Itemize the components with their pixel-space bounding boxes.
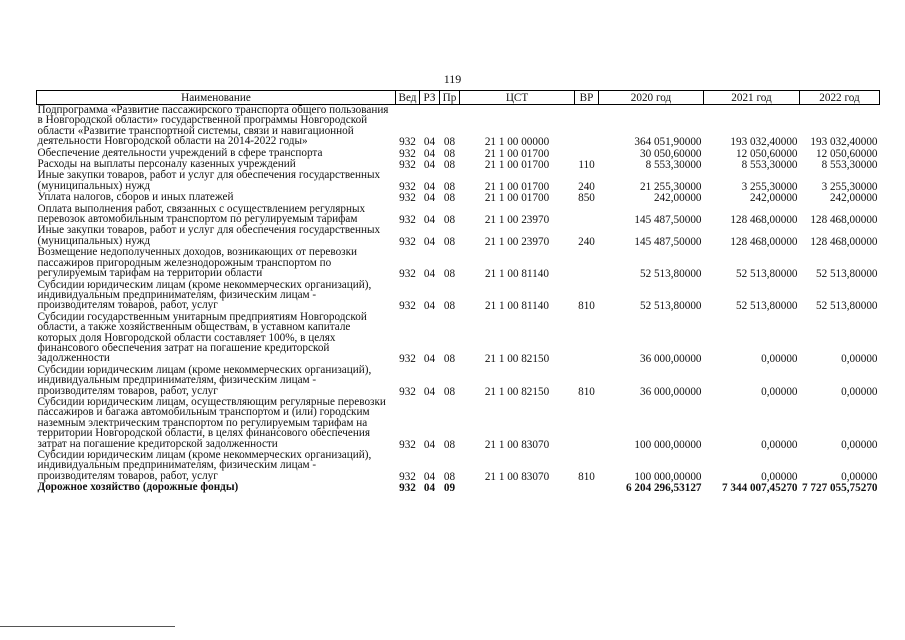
cell-vr (575, 312, 599, 365)
cell-ved: 932 (399, 353, 416, 366)
cell-cst: 21 1 00 82150 (484, 353, 550, 366)
cell-rz: 04 (423, 147, 436, 160)
cell-cst: 21 1 00 81140 (485, 300, 549, 313)
cell-rz: 04 (423, 482, 436, 495)
cell-cst: 21 1 00 82150 (484, 385, 550, 398)
cell-2022: 0,00000 (841, 470, 878, 483)
table-header-row (37, 91, 880, 105)
cell-vr (575, 482, 599, 493)
footer-rule (0, 626, 175, 627)
cell-vr (575, 148, 599, 159)
cell-2020: 36 000,00000 (639, 353, 702, 366)
table-row (37, 247, 880, 279)
cell-rz: 04 (423, 470, 436, 483)
cell-2020: 145 487,50000 (634, 235, 702, 248)
header-name: Наименование (37, 91, 396, 105)
cell-name: Возмещение недополученных доходов, возникающих от перевозки пассажиров пригородным железнодорожным транспортом по регулируемым тарифам на территории области (37, 246, 358, 280)
budget-table (36, 90, 880, 494)
cell-2020: 36 000,00000 (639, 385, 702, 398)
cell-vr: 810 (578, 470, 595, 483)
cell-cst: 21 1 00 81140 (485, 268, 549, 281)
cell-2021: 52 513,80000 (735, 268, 798, 281)
table-row (37, 450, 880, 482)
cell-2021: 0,00000 (761, 438, 798, 451)
cell-pr: 08 (443, 470, 456, 483)
cell-pr: 08 (443, 300, 456, 313)
header-2022: 2022 год (800, 91, 880, 105)
cell-pr: 08 (443, 268, 456, 281)
cell-2022: 242,00000 (829, 192, 878, 205)
cell-cst: 21 1 00 01700 (484, 147, 550, 160)
header-pr: Пр (440, 91, 460, 105)
cell-ved: 932 (399, 482, 416, 495)
cell-pr: 08 (443, 180, 456, 193)
cell-2020: 100 000,00000 (634, 438, 702, 451)
cell-name: Субсидии государственным унитарным предприятиям Новгородской области, а также хозяйственным обществам, в уставном капитале которых доля Новгородской области составляет 100%, в целях финансового обеспечения затрат на погашение кредиторской задолженности (37, 310, 367, 365)
cell-2020: 242,00000 (653, 192, 702, 205)
header-2021: 2021 год (704, 91, 800, 105)
cell-name: Субсидии юридическим лицам (кроме некоммерческих организаций), индивидуальным предпринимателям, физическим лицам - производителям товаров, работ, услуг (37, 278, 372, 312)
cell-name: Оплата выполнения работ, связанных с осуществлением регулярных перевозок автомобильным транспортом по регулируемым тарифам (37, 202, 366, 226)
cell-pr: 08 (443, 147, 456, 160)
cell-2021: 0,00000 (761, 470, 798, 483)
cell-2022: 0,00000 (841, 353, 878, 366)
cell-rz: 04 (423, 192, 436, 205)
table-row (37, 365, 880, 397)
cell-ved: 932 (399, 268, 416, 281)
cell-2021: 128 468,00000 (730, 214, 798, 227)
table-row (37, 192, 880, 203)
cell-vr (575, 397, 599, 450)
cell-2021: 128 468,00000 (730, 235, 798, 248)
cell-ved: 932 (399, 385, 416, 398)
cell-vr (575, 204, 599, 226)
cell-2021: 7 344 007,45270 (721, 482, 798, 495)
cell-ved: 932 (399, 214, 416, 227)
cell-ved: 932 (399, 235, 416, 248)
cell-cst: 21 1 00 01700 (484, 180, 550, 193)
page-number: 119 (443, 72, 462, 86)
cell-ved: 932 (399, 136, 416, 149)
cell-2022: 52 513,80000 (815, 268, 878, 281)
cell-pr: 08 (443, 235, 456, 248)
cell-2021: 8 553,30000 (741, 159, 798, 172)
cell-rz: 04 (423, 353, 436, 366)
cell-ved: 932 (399, 192, 416, 205)
cell-name: Уплата налогов, сборов и иных платежей (37, 191, 234, 204)
cell-name: Субсидии юридическим лицам (кроме некоммерческих организаций), индивидуальным предпринимателям, физическим лицам - производителям товаров, работ, услуг (37, 363, 372, 397)
table-row (37, 225, 880, 247)
cell-name: Субсидии юридическим лицам (кроме некоммерческих организаций), индивидуальным предпринимателям, физическим лицам - производителям товаров, работ, услуг (37, 449, 372, 482)
cell-cst: 21 1 00 83070 (484, 438, 550, 451)
cell-vr: 240 (578, 235, 595, 248)
cell-rz: 04 (423, 300, 436, 313)
cell-2021: 242,00000 (749, 192, 798, 205)
cell-2022: 0,00000 (841, 385, 878, 398)
cell-name: Иные закупки товаров, работ и услуг для обеспечения государственных (муниципальных) нужд (37, 169, 381, 192)
cell-2022: 0,00000 (841, 438, 878, 451)
cell-rz: 04 (423, 159, 436, 172)
cell-2022: 7 727 055,75270 (801, 482, 878, 495)
cell-cst: 21 1 00 23970 (484, 235, 550, 248)
cell-2020: 364 051,90000 (634, 136, 702, 149)
header-vr: ВР (575, 91, 599, 105)
cell-2020: 52 513,80000 (639, 268, 702, 281)
cell-ved: 932 (399, 147, 416, 160)
cell-cst: 21 1 00 01700 (484, 159, 550, 172)
cell-2020: 30 050,60000 (639, 147, 702, 160)
cell-rz: 04 (423, 136, 436, 149)
cell-2021: 0,00000 (761, 353, 798, 366)
cell-pr: 08 (443, 385, 456, 398)
cell-pr: 08 (443, 214, 456, 227)
cell-2020: 52 513,80000 (639, 300, 702, 313)
cell-vr: 110 (578, 159, 595, 172)
cell-vr: 810 (578, 300, 595, 313)
cell-name: Дорожное хозяйство (дорожные фонды) (37, 481, 239, 494)
cell-cst: 21 1 00 83070 (484, 470, 550, 483)
cell-2021: 52 513,80000 (735, 300, 798, 313)
cell-pr: 08 (443, 159, 456, 172)
cell-cst (460, 482, 575, 493)
cell-cst: 21 1 00 23970 (484, 214, 550, 227)
cell-2021: 3 255,30000 (741, 180, 798, 193)
cell-name: Обеспечение деятельности учреждений в сфере транспорта (37, 146, 323, 159)
table-row (37, 397, 880, 450)
cell-name: Подпрограмма «Развитие пассажирского транспорта общего пользования в Новгородской области» государственной программы Новгородской области «Развитие транспортной системы, связи и навигационной деятельности Новгородской области на 2014-2022 годы» (37, 104, 389, 148)
cell-rz: 04 (423, 385, 436, 398)
cell-ved: 932 (399, 470, 416, 483)
table-row (37, 312, 880, 365)
table-row (37, 280, 880, 312)
cell-2021: 12 050,60000 (735, 147, 798, 160)
cell-rz: 04 (423, 180, 436, 193)
cell-name: Расходы на выплаты персоналу казенных учреждений (37, 158, 296, 171)
cell-vr (575, 105, 599, 148)
cell-name: Иные закупки товаров, работ и услуг для обеспечения государственных (муниципальных) нужд (37, 224, 381, 247)
header-ved: Вед (396, 91, 420, 105)
table-body (37, 105, 880, 494)
cell-vr: 810 (578, 385, 595, 398)
cell-2020: 6 204 296,53127 (625, 482, 702, 495)
cell-pr: 08 (443, 192, 456, 205)
cell-2021: 193 032,40000 (730, 136, 798, 149)
cell-vr: 850 (578, 192, 595, 205)
cell-2022: 128 468,00000 (810, 235, 878, 248)
cell-2022: 3 255,30000 (821, 180, 878, 193)
cell-pr: 08 (443, 136, 456, 149)
cell-ved: 932 (399, 300, 416, 313)
table-row (37, 482, 880, 493)
cell-rz: 04 (423, 438, 436, 451)
cell-vr: 240 (578, 180, 595, 193)
table-row (37, 204, 880, 226)
header-2020: 2020 год (599, 91, 704, 105)
header-cst: ЦСТ (460, 91, 575, 105)
cell-rz: 04 (423, 235, 436, 248)
cell-2020: 145 487,50000 (634, 214, 702, 227)
cell-2022: 52 513,80000 (815, 300, 878, 313)
cell-ved: 932 (399, 159, 416, 172)
cell-2020: 100 000,00000 (634, 470, 702, 483)
cell-ved: 932 (399, 180, 416, 193)
cell-name: Субсидии юридическим лицам, осуществляющим регулярные перевозки пассажиров и багажа автомобильным транспортом и (или) городским наземным электрическим транспортом по регулируемым тарифам на территории Новгородской области, в целях финансового обеспечения затрат на погашение кредиторской задолженности (37, 395, 386, 450)
cell-pr: 08 (443, 438, 456, 451)
cell-2020: 8 553,30000 (645, 159, 702, 172)
cell-2021: 0,00000 (761, 385, 798, 398)
cell-cst: 21 1 00 01700 (484, 192, 550, 205)
cell-rz: 04 (423, 268, 436, 281)
cell-ved: 932 (399, 438, 416, 451)
cell-2022: 193 032,40000 (810, 136, 878, 149)
cell-cst: 21 1 00 00000 (484, 136, 550, 149)
cell-2022: 128 468,00000 (810, 214, 878, 227)
cell-2022: 12 050,60000 (815, 147, 878, 160)
cell-rz: 04 (423, 214, 436, 227)
header-rz: РЗ (420, 91, 440, 105)
cell-vr (575, 247, 599, 279)
cell-2022: 8 553,30000 (821, 159, 878, 172)
table-row (37, 170, 880, 192)
cell-2020: 21 255,30000 (639, 180, 702, 193)
cell-pr: 08 (443, 353, 456, 366)
table-row (37, 105, 880, 148)
cell-pr: 09 (443, 482, 456, 495)
